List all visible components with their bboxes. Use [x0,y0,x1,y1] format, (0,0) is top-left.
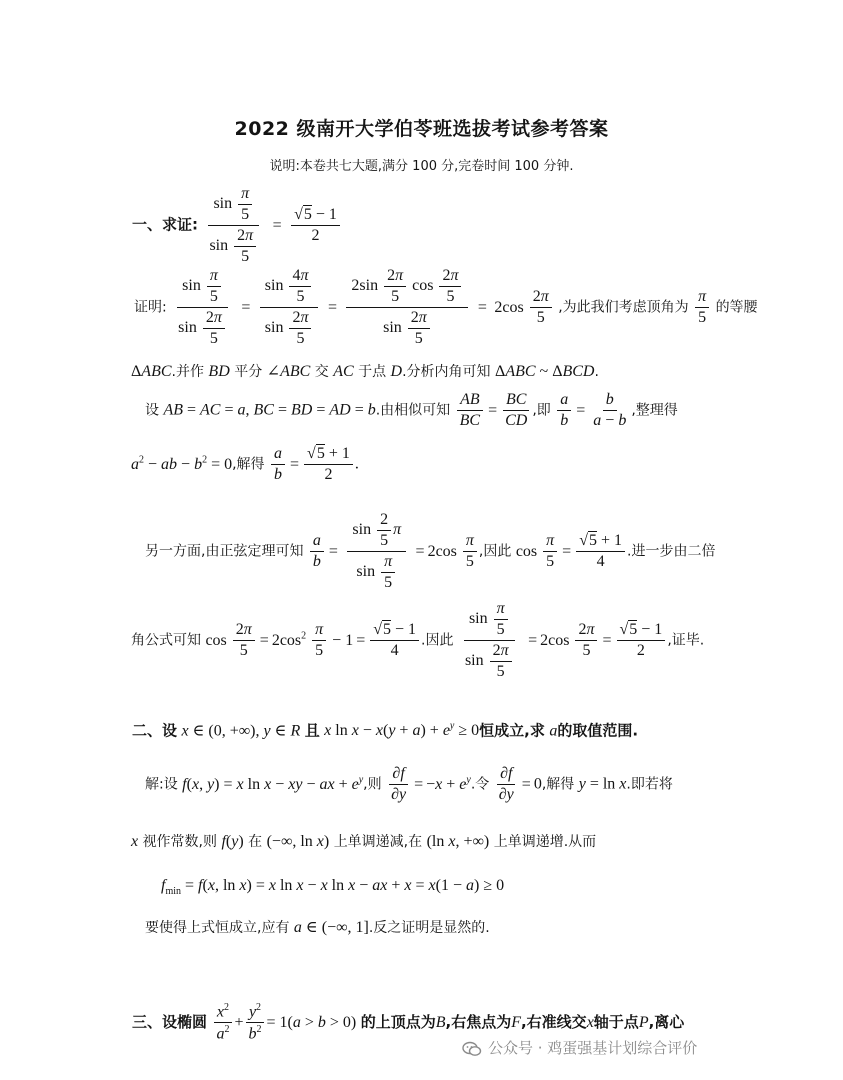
solution-2-line-2: x 视作常数,则 f(y) 在 (−∞, ln x) 上单调递减,在 (ln x, +∞) 上单调递增.从而 [131,833,597,850]
proof-label: 证明: [134,299,167,316]
problem-3-statement: 三、设椭圆 $\frac{x^2}{a^2}$ + $\frac{y^2}{b^2}$ = 1(a > b > 0) 的上顶点为B,右焦点为F,右准线交x轴于点P,离心 [132,1002,685,1043]
solution-2-conclusion: 要使得上式恒成立,应有 a ∈ (−∞, 1].反之证明是显然的. [145,919,490,936]
problem-1-label: 一、求证: [132,215,198,234]
proof-line-5: 另一方面,由正弦定理可知 $\frac{a}{b}$ = sin $\frac{2}{5}$ π sin $\frac{\pi}{5}$ = 2cos $\frac{\pi}{5}$ ,因此 cos $\frac{\pi}{5}$ = $\frac{√5 + 1}{4}$ .进一步由二倍 [145,511,716,591]
proof-line-6: 角公式可知 cos $\frac{2\pi}{5}$ = $2\cos^2$ $\frac{\pi}{5}$ − 1 = $\frac{√5 - 1}{4}$ .因此 sin $\frac{\pi}{5}$ sin $\frac{2\pi}{5}$ = 2cos $\frac{2\pi}{5}$ = $\frac{√5 - 1}{2}$ ,证毕. [131,600,705,680]
proof-line-3: 设 AB = AC = a, BC = BD = AD = b.由相似可知 $\frac{AB}{BC}$ = $\frac{BC}{CD}$ ,即 $\frac{a}{b}$ = $\frac{b}{a - b}$ ,整理得 [145,391,678,429]
watermark [462,1037,697,1058]
proof-line-4: $a^2$ − ab − $b^2 = 0$,解得 $\frac{a}{b}$ = $\frac{√5 + 1}{2}$ . [131,445,359,483]
proof-line-1: 证明: sin $\frac{\pi}{5}$ sin $\frac{2\pi}{5}$ = sin $\frac{4\pi}{5}$ sin $\frac{2\pi}{5}$ = 2sin $\frac{2\pi}{5}$ cos $\frac{2\pi}{5}$ sin $\frac{2\pi}{5}$ = 2cos $\frac{2\pi}{5}$ ,为此我们考虑顶角为 $\frac{\pi}{5}$ 的等腰 [134,267,758,347]
proof-line-2: ΔABC.并作 BD 平分 ∠ABC 交 AC 于点 D.分析内角可知 ΔABC ~ ΔBCD. [131,363,599,380]
solution-2-equation: $f_{min} = f(x$, ln x) = x ln x − x ln x − ax + x = x(1 − a) ≥ 0 [161,877,505,898]
text-consider: ,为此我们考虑顶角为 [558,299,689,316]
problem-2-statement: 二、设 x ∈ (0, +∞), y ∈ R 且 x $\ln x - x(y + a) + e^y \ge 0$恒成立,求 a的取值范围. [132,721,639,740]
wechat-icon [462,1041,482,1057]
problem-1-statement: 一、求证: sin $\frac{\pi}{5}$ sin $\frac{2\pi}{5}$ = $\frac{√5 - 1}{2}$ [132,186,342,265]
document-title: 2022 级南开大学伯苓班选拔考试参考答案 [234,118,609,140]
solution-2-line-1: 解:设 f(x, y) = x ln x − xy − ax + $e^y$,则 $\frac{\partial f}{\partial y}$ = $-x + e^y$.令 $\frac{\partial f}{\partial y}$ = 0,解得 y = ln x.即若将 [145,765,673,803]
text-isosceles: 的等腰 [715,299,758,316]
formula-golden-ratio: $\frac{√5 - 1}{2}$ [291,207,340,244]
formula-sin-ratio: sin $\frac{\pi}{5}$ sin $\frac{2\pi}{5}$ [204,186,263,265]
watermark-text: 公众号 · 鸡蛋强基计划综合评价 [488,1039,698,1057]
exam-note: 说明:本卷共七大题,满分 100 分,完卷时间 100 分钟. [269,159,574,174]
